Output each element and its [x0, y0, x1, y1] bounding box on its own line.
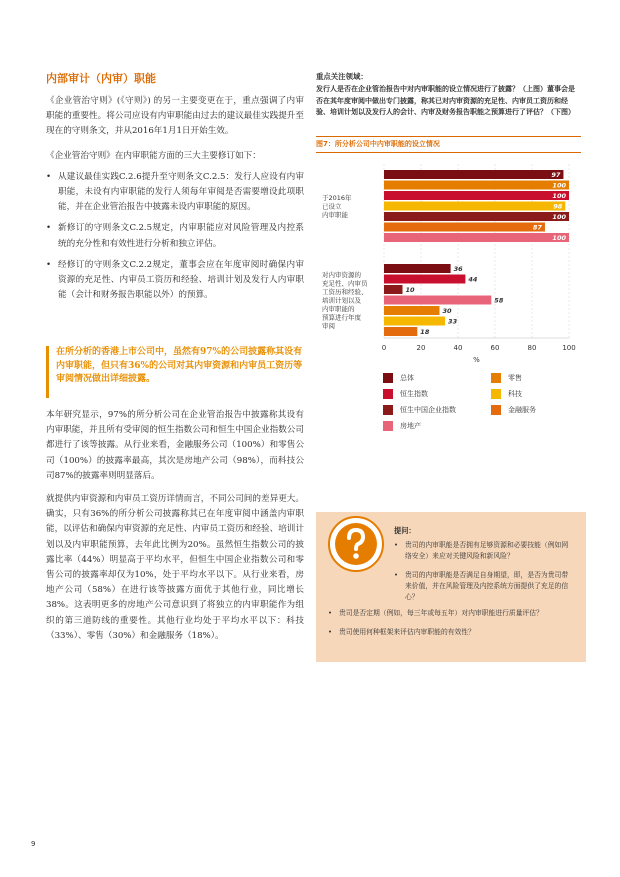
- body-paragraph: 本年研究显示，97%的所分析公司在企业管治报告中披露称其设有内审职能，并且所有受审阅的恒生指数公司和恒生中国企业指数公司都进行了该等披露。从行业来看，金融服务公司（100%）和零售公司（100%）的披露率最高，其次是房地产公司（98%），而科技公司87%的披露率则明显落后。: [46, 410, 304, 481]
- list-item: • 贵司的内审职能是否满足自身期望，即，是否为贵司带来价值，并在风险管理及内控系统方面提供了充足的信心？: [394, 570, 574, 603]
- divider: [316, 136, 581, 137]
- group-label: 审阅: [322, 322, 335, 330]
- chart-bar: [384, 223, 545, 232]
- group-label: 培训计划以及: [322, 296, 361, 305]
- intro-block: [46, 94, 304, 309]
- bar-value-label: 100: [552, 192, 566, 200]
- x-tick-label: 20: [416, 344, 426, 352]
- page-number: 9: [31, 840, 36, 848]
- list-item: • 新修订的守则条文C.2.5规定，内审职能应对风险管理及内控系统的充分性和有效性进行分析和独立评估。: [46, 221, 304, 251]
- x-tick-label: 80: [527, 344, 537, 352]
- x-tick-label: 40: [453, 344, 463, 352]
- bar-value-label: 18: [420, 328, 430, 336]
- legend-swatch: [491, 405, 501, 415]
- legend-swatch: [491, 373, 501, 383]
- question-list-outer: [328, 608, 578, 646]
- question-mark-icon: [328, 516, 384, 572]
- legend-label: 金融服务: [508, 406, 536, 414]
- bar-value-label: 58: [494, 296, 504, 305]
- bar-value-label: 33: [448, 317, 458, 326]
- legend-swatch: [383, 405, 393, 415]
- legend-label: 恒生指数: [400, 390, 428, 398]
- list-item: • 从建议最佳实践C.2.6提升至守则条文C.2.5：发行人应设有内审职能，未设有内审职能的发行人须每年审阅是否需要增设此项职能，并在企业管治报告中披露未设内审职能的原因。: [46, 170, 304, 216]
- x-tick-label: 0: [381, 344, 387, 352]
- legend-swatch: [383, 421, 393, 431]
- group-label: 内审职能: [322, 211, 348, 219]
- legend-label: 科技: [508, 390, 522, 398]
- legend-label: 恒生中国企业指数: [400, 406, 456, 414]
- group-label: 预算进行年度: [322, 313, 361, 322]
- question-list-inner: [394, 540, 574, 611]
- chart-bar: [384, 181, 569, 190]
- focus-label: 重点关注领域：: [316, 72, 368, 81]
- chart-bar: [384, 275, 465, 284]
- group-label: 于2016年: [322, 194, 352, 202]
- chart-bar: [384, 285, 403, 294]
- focus-text: 发行人是否在企业管治报告中对内审职能的设立情况进行了披露？（上图）董事会是否在其年度审阅中做出专门披露，称其已对内审资源的充足性、内审员工资历和经验、培训计划以及发行人的会计、内审及财务报告职能之预算进行了评估？（下图）: [316, 85, 575, 116]
- bar-chart: [316, 156, 586, 366]
- bar-value-label: 30: [442, 307, 452, 315]
- question-title: 提问：: [394, 526, 416, 535]
- list-item: • 贵司使用何种框架来评估内审职能的有效性？: [328, 627, 578, 638]
- chart-bar: [384, 296, 491, 305]
- group-label: 充足性、内审员: [322, 279, 368, 288]
- body-paragraph: 就提供内审资源和内审员工资历详情而言，不同公司间的差异更大。确实，只有36%的所分析公司披露称其已在年度审阅中涵盖内审职能，以评估和确保内审资源的充足性、内审员工资历和经验、培训计划以及内审职能预算，去年此比例为20%。虽然恒生指数公司的披露比率（44%）明显高于平均水平，但恒生中国企业指数公司和零售公司的披露率却仅为10%，处于平均水平以下。从行业来看，房地产公司（58%）在进行该等披露方面优于其他行业，同比增长38%。这表明更多的房地产公司意识到了将独立的内审职能作为组织的第三道防线的重要性。其他行业均处于平均水平以下：科技（33%）、零售（30%）和金融服务（18%）。: [46, 494, 304, 641]
- x-tick-label: 100: [562, 344, 576, 352]
- chart-bar: [384, 264, 451, 273]
- list-item: • 经修订的守则条文C.2.2规定，董事会应在年度审阅时确保内审资源的充足性、内审员工资历和经验、培训计划及发行人内审职能（会计和财务报告职能以外）的预算。: [46, 258, 304, 304]
- bar-value-label: 100: [552, 213, 566, 221]
- x-tick-label: 60: [490, 344, 500, 352]
- chart-bar: [384, 191, 569, 200]
- divider: [316, 152, 581, 153]
- legend-label: 零售: [508, 374, 522, 382]
- chart-bar: [384, 233, 569, 242]
- legend-swatch: [383, 389, 393, 399]
- bar-value-label: 100: [552, 181, 566, 190]
- bar-value-label: 36: [453, 265, 463, 273]
- bar-value-label: 10: [405, 286, 415, 294]
- chart-bar: [384, 317, 445, 326]
- bar-value-label: 44: [468, 275, 478, 284]
- list-item: • 贵司的内审职能是否拥有足够资源和必要技能（例如网络安全）来应对关键风险和新风险？: [394, 540, 574, 562]
- group-label: 工资历和经验、: [322, 288, 368, 296]
- chart-bar: [384, 306, 440, 315]
- group-label: 对内审资源的: [322, 271, 361, 279]
- body-block: [46, 408, 304, 644]
- group-label: 内审职能的: [322, 305, 355, 313]
- legend-label: 房地产: [400, 422, 421, 430]
- bar-value-label: 98: [553, 202, 563, 211]
- revision-list: [46, 170, 304, 304]
- legend-swatch: [383, 373, 393, 383]
- section-title: 内部审计（内审）职能: [46, 72, 156, 85]
- highlight-callout: [46, 346, 304, 398]
- intro-paragraph: 《企业管治守则》在内审职能方面的三大主要修订如下：: [46, 150, 261, 161]
- chart-bar: [384, 202, 565, 211]
- chart-title: 图7：所分析公司中内审职能的设立情况: [316, 140, 440, 148]
- list-item: • 贵司是否定期（例如，每三年或每五年）对内审职能进行质量评估？: [328, 608, 578, 619]
- group-label: 已设立: [322, 202, 342, 211]
- x-axis-label: %: [473, 356, 480, 364]
- legend-label: 总体: [400, 374, 414, 382]
- chart-bar: [384, 212, 569, 221]
- chart-bar: [384, 327, 417, 336]
- intro-paragraph: 《企业管治守则》(《守则》) 的另一主要变更在于，重点强调了内审职能的重要性。将公司应设有内审职能由过去的建议最佳实践提升至现在的守则条文，并从2016年1月1日开始生效。: [46, 96, 304, 137]
- callout-text: 在所分析的香港上市公司中，虽然有97%的公司披露称其设有内审职能，但只有36%的公司对其内审资源和内审员工资历等审阅情况做出详细披露。: [56, 347, 303, 384]
- question-box: [316, 512, 586, 662]
- bar-value-label: 100: [552, 234, 566, 242]
- chart-bar: [384, 170, 563, 179]
- bar-value-label: 87: [532, 223, 542, 232]
- legend-swatch: [491, 389, 501, 399]
- bar-value-label: 97: [551, 171, 561, 179]
